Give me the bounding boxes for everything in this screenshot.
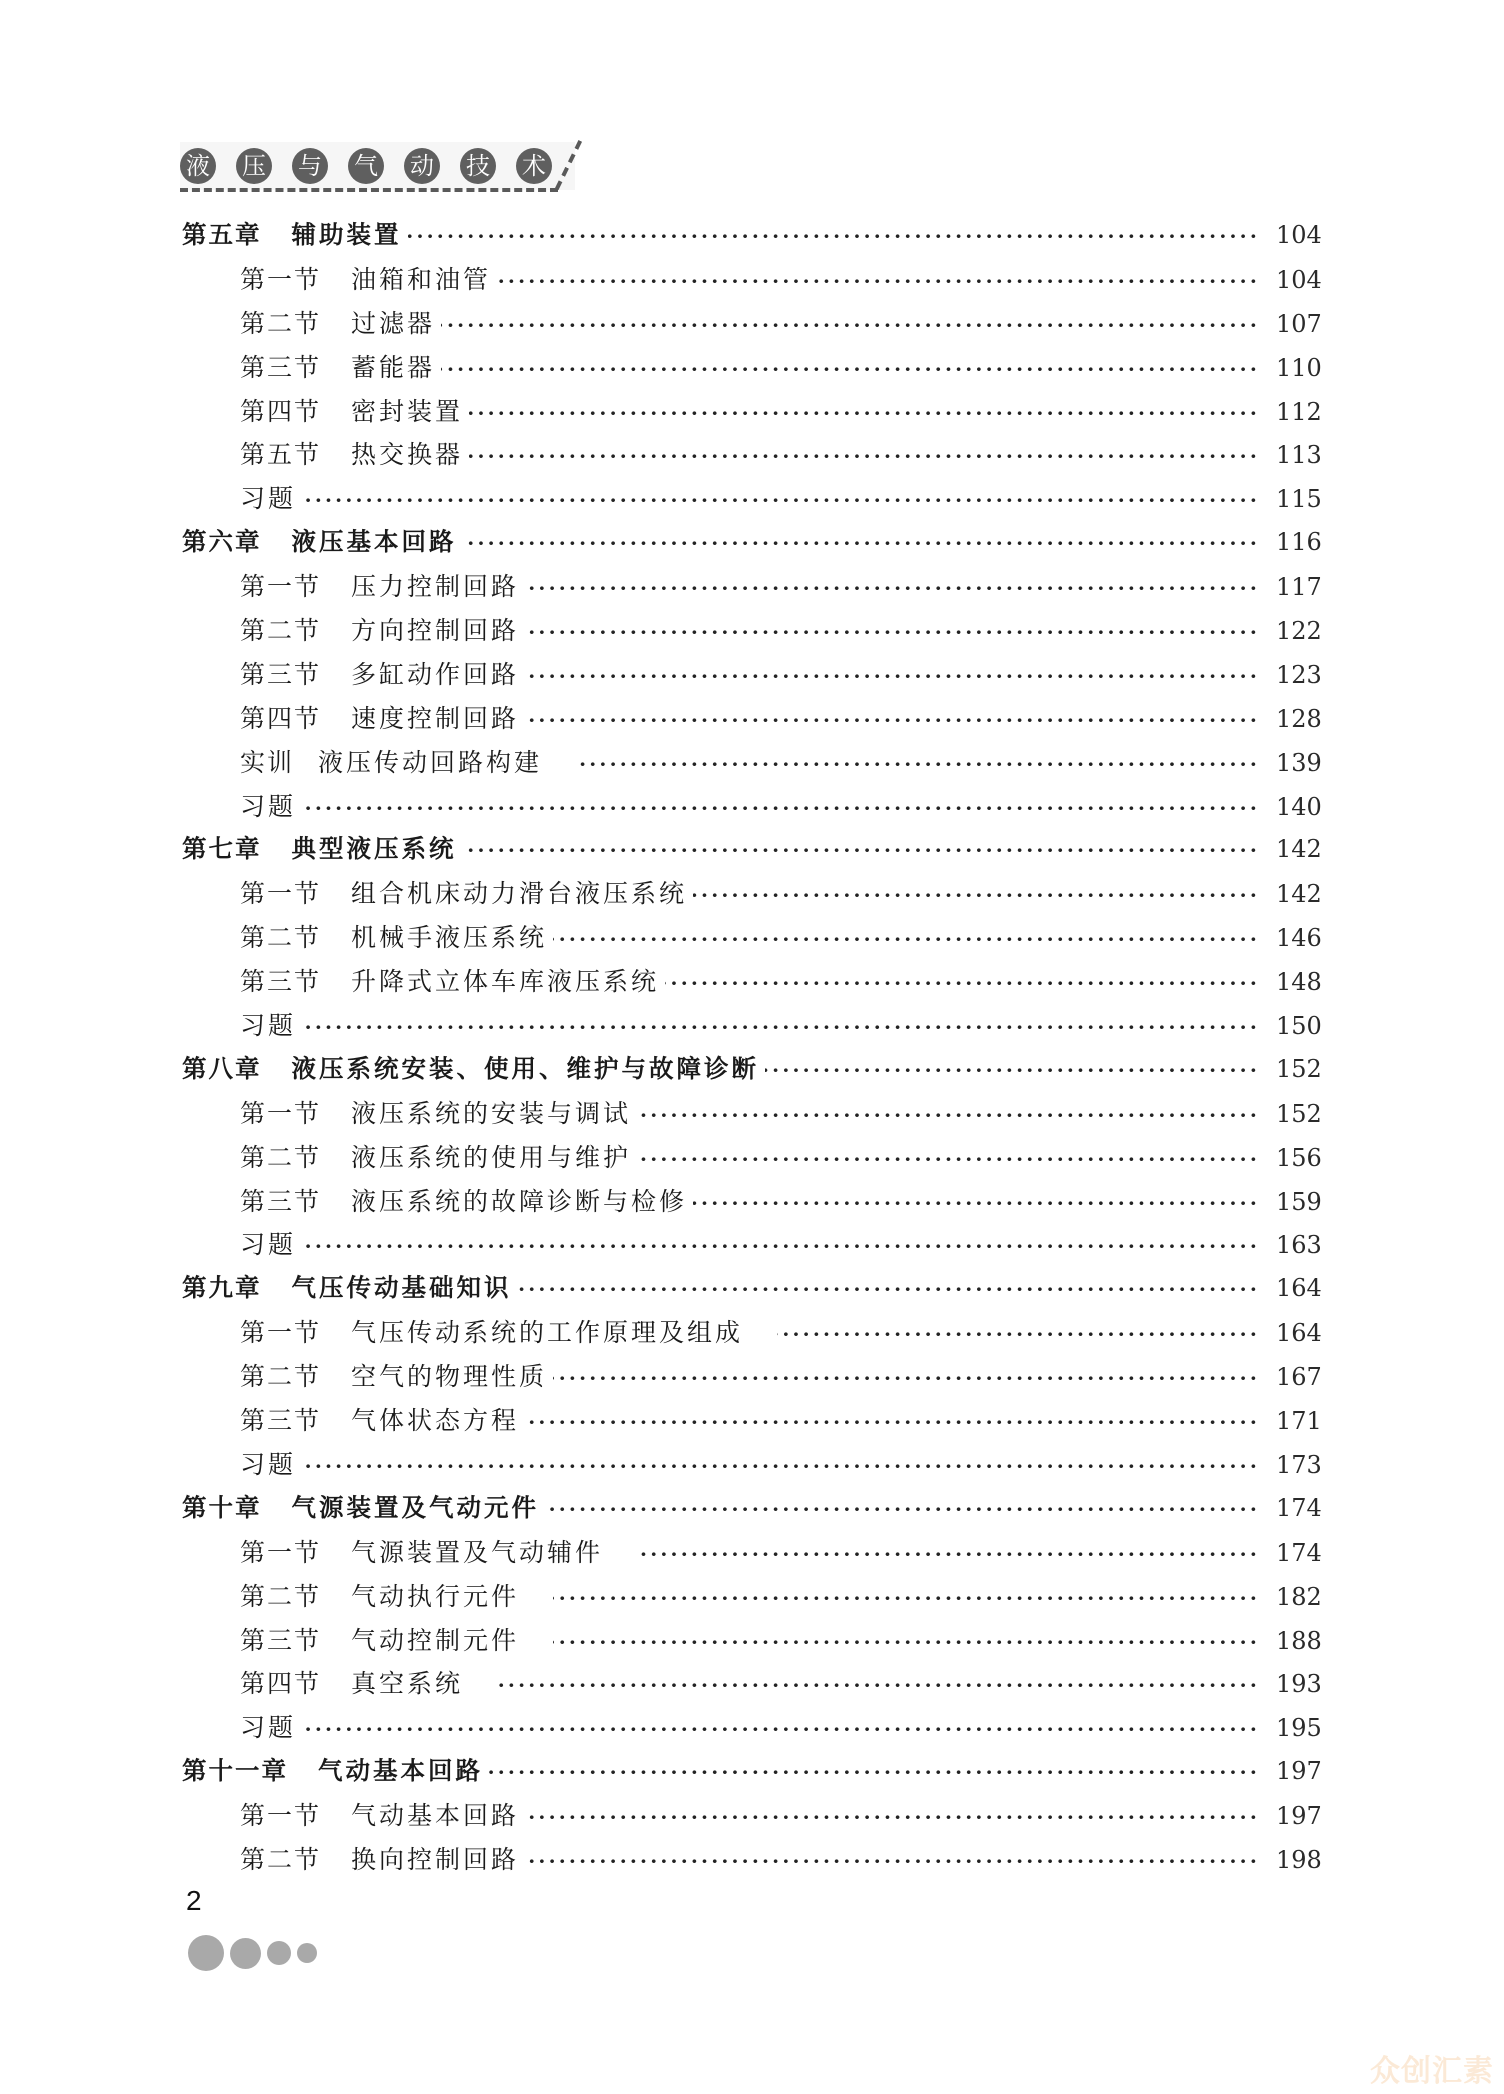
toc-entry-page: 163 — [1276, 1231, 1322, 1260]
toc-chapter-entry — [182, 216, 1322, 260]
toc-exercise-entry — [182, 1006, 1322, 1050]
dot-leader — [545, 1497, 1260, 1521]
toc-entry-title: 空气的物理性质 — [351, 1362, 548, 1392]
toc-section-entry — [182, 918, 1322, 962]
footer-decoration-dots — [188, 1935, 323, 1971]
dot-leader — [525, 620, 1260, 644]
toc-exercise-entry — [182, 1708, 1322, 1752]
dot-leader — [553, 1586, 1260, 1610]
toc-entry-number: 第二节 — [240, 1362, 322, 1392]
toc-section-entry — [182, 962, 1322, 1006]
running-header — [180, 138, 600, 198]
toc-entry-title: 液压传动回路构建 — [318, 747, 543, 777]
dot-leader — [463, 531, 1261, 555]
toc-entry-title: 液压系统的安装与调试 — [351, 1098, 632, 1128]
dot-leader — [302, 488, 1260, 512]
toc-section-entry — [182, 1357, 1322, 1401]
toc-section-entry — [182, 1138, 1322, 1182]
toc-entry-page: 146 — [1276, 924, 1322, 953]
toc-entry-title: 液压系统的故障诊断与检修 — [351, 1186, 688, 1216]
title-char-badge: 术 — [516, 148, 552, 184]
toc-entry-page: 182 — [1276, 1582, 1322, 1611]
toc-entry-number: 第四节 — [240, 396, 322, 426]
toc-entry-title: 气动控制元件 — [351, 1625, 520, 1655]
dot-leader — [469, 444, 1260, 468]
toc-entry-title: 辅助装置 — [291, 220, 402, 249]
toc-entry-number: 第二节 — [240, 1844, 322, 1874]
dot-leader — [525, 664, 1260, 688]
toc-entry-title: 习题 — [240, 1230, 297, 1260]
toc-entry-number: 第五章 — [182, 220, 262, 249]
toc-entry-page: 116 — [1276, 528, 1322, 557]
toc-entry-title: 习题 — [240, 791, 297, 821]
toc-section-entry — [182, 1796, 1322, 1840]
dot-leader — [518, 1277, 1261, 1301]
dot-leader — [576, 752, 1260, 776]
toc-entry-page: 123 — [1276, 660, 1322, 689]
toc-entry-number: 第一节 — [240, 1801, 322, 1831]
toc-entry-page: 198 — [1276, 1845, 1322, 1874]
toc-entry-number: 第三节 — [240, 1186, 322, 1216]
toc-entry-number: 实训 — [240, 747, 295, 777]
toc-entry-title: 习题 — [240, 1713, 297, 1743]
dot-leader — [637, 1103, 1260, 1127]
toc-entry-number: 第三节 — [240, 659, 322, 689]
toc-entry-page: 171 — [1276, 1407, 1322, 1436]
toc-entry-title: 密封装置 — [351, 396, 464, 426]
toc-entry-title: 多缸动作回路 — [351, 659, 520, 689]
dot-leader — [489, 1760, 1260, 1784]
title-char-badge: 动 — [404, 148, 440, 184]
toc-section-entry — [182, 1577, 1322, 1621]
toc-entry-title: 升降式立体车库液压系统 — [351, 967, 660, 997]
toc-chapter-entry — [182, 523, 1322, 567]
dot-leader — [463, 838, 1261, 862]
dot-leader — [637, 1147, 1260, 1171]
toc-section-entry — [182, 1182, 1322, 1226]
toc-entry-number: 第四节 — [240, 1669, 322, 1699]
dot-leader — [497, 1673, 1260, 1697]
toc-entry-page: 148 — [1276, 968, 1322, 997]
toc-entry-number: 第五节 — [240, 440, 322, 470]
toc-section-entry — [182, 611, 1322, 655]
toc-entry-page: 173 — [1276, 1450, 1322, 1479]
toc-entry-page: 140 — [1276, 792, 1322, 821]
toc-section-entry — [182, 743, 1322, 787]
toc-section-entry — [182, 655, 1322, 699]
title-char-badge: 技 — [460, 148, 496, 184]
toc-entry-title: 机械手液压系统 — [351, 923, 548, 953]
toc-entry-number: 第一节 — [240, 1098, 322, 1128]
toc-entry-title: 液压系统的使用与维护 — [351, 1142, 632, 1172]
dot-leader — [497, 269, 1260, 293]
toc-entry-page: 174 — [1276, 1493, 1322, 1522]
toc-entry-number: 第二节 — [240, 1581, 322, 1611]
dot-leader — [525, 1805, 1260, 1829]
toc-entry-title: 热交换器 — [351, 440, 464, 470]
toc-entry-title: 典型液压系统 — [291, 834, 457, 864]
dot-leader — [525, 1849, 1260, 1873]
toc-entry-number: 第一节 — [240, 1318, 322, 1348]
toc-section-entry — [182, 304, 1322, 348]
dot-leader — [693, 1191, 1260, 1215]
toc-entry-page: 164 — [1276, 1319, 1322, 1348]
toc-entry-number: 第八章 — [182, 1053, 262, 1083]
toc-entry-title: 速度控制回路 — [351, 703, 520, 733]
toc-entry-number: 第十一章 — [182, 1756, 288, 1786]
toc-chapter-entry — [182, 1489, 1322, 1533]
toc-entry-page: 193 — [1276, 1670, 1322, 1699]
toc-section-entry — [182, 1094, 1322, 1138]
toc-entry-number: 第二节 — [240, 1142, 322, 1172]
toc-entry-number: 第三节 — [240, 352, 322, 382]
toc-entry-page: 188 — [1276, 1626, 1322, 1655]
toc-entry-title: 气源装置及气动辅件 — [351, 1537, 604, 1567]
toc-section-entry — [182, 435, 1322, 479]
page-number: 2 — [186, 1885, 202, 1916]
toc-entry-title: 气动执行元件 — [351, 1581, 520, 1611]
toc-entry-page: 152 — [1276, 1099, 1322, 1128]
toc-section-entry — [182, 1533, 1322, 1577]
toc-entry-title: 习题 — [240, 484, 297, 514]
dot-leader — [525, 576, 1260, 600]
toc-entry-title: 换向控制回路 — [351, 1844, 520, 1874]
toc-entry-title: 气动基本回路 — [318, 1756, 483, 1786]
toc-entry-title: 气压传动系统的工作原理及组成 — [351, 1318, 744, 1348]
toc-section-entry — [182, 1664, 1322, 1708]
toc-entry-title: 液压系统安装、使用、维护与故障诊断 — [291, 1053, 759, 1083]
toc-entry-number: 第一节 — [240, 879, 322, 909]
toc-entry-page: 122 — [1276, 617, 1322, 646]
toc-entry-title: 方向控制回路 — [351, 616, 520, 646]
decor-dot — [188, 1935, 224, 1971]
toc-entry-page: 159 — [1276, 1187, 1322, 1216]
toc-entry-title: 过滤器 — [351, 308, 436, 338]
toc-section-entry — [182, 567, 1322, 611]
dot-leader — [302, 796, 1260, 820]
header-dashed-rule — [180, 188, 558, 192]
toc-entry-page: 112 — [1276, 397, 1322, 426]
toc-entry-page: 104 — [1276, 221, 1322, 249]
book-title-badges — [180, 148, 552, 184]
dot-leader — [441, 357, 1260, 381]
toc-entry-number: 第九章 — [182, 1273, 262, 1303]
toc-entry-page: 156 — [1276, 1143, 1322, 1172]
toc-entry-page: 113 — [1276, 441, 1322, 470]
toc-entry-page: 110 — [1276, 353, 1322, 382]
toc-entry-page: 152 — [1276, 1054, 1322, 1083]
toc-entry-page: 107 — [1276, 309, 1322, 338]
dot-leader — [693, 883, 1260, 907]
dot-leader — [302, 1234, 1260, 1258]
title-char-badge: 与 — [292, 148, 328, 184]
toc-entry-page: 117 — [1276, 573, 1322, 602]
toc-entry-number: 第六章 — [182, 527, 262, 557]
toc-entry-title: 油箱和油管 — [351, 264, 492, 294]
dot-leader — [637, 1542, 1260, 1566]
toc-entry-page: 115 — [1276, 485, 1322, 514]
toc-entry-title: 组合机床动力滑台液压系统 — [351, 879, 688, 909]
toc-section-entry — [182, 1621, 1322, 1665]
toc-chapter-entry — [182, 1752, 1322, 1796]
toc-entry-number: 第二节 — [240, 308, 322, 338]
toc-entry-number: 第三节 — [240, 967, 322, 997]
toc-section-entry — [182, 1401, 1322, 1445]
dot-leader — [553, 1366, 1260, 1390]
toc-entry-page: 104 — [1276, 265, 1322, 294]
toc-entry-number: 第三节 — [240, 1625, 322, 1655]
toc-entry-number: 第十章 — [182, 1492, 262, 1522]
toc-entry-number: 第一节 — [240, 572, 322, 602]
toc-entry-number: 第二节 — [240, 616, 322, 646]
table-of-contents — [182, 216, 1322, 1884]
toc-entry-number: 第三节 — [240, 1406, 322, 1436]
toc-entry-page: 197 — [1276, 1757, 1322, 1786]
toc-entry-page: 167 — [1276, 1363, 1322, 1392]
toc-chapter-entry — [182, 1269, 1322, 1313]
toc-entry-title: 蓄能器 — [351, 352, 436, 382]
title-char-badge: 液 — [180, 148, 216, 184]
dot-leader — [553, 927, 1260, 951]
toc-chapter-entry — [182, 830, 1322, 874]
toc-entry-title: 真空系统 — [351, 1669, 464, 1699]
title-char-badge: 压 — [236, 148, 272, 184]
toc-entry-number: 第四节 — [240, 703, 322, 733]
toc-entry-title: 习题 — [240, 1449, 297, 1479]
toc-entry-number: 第一节 — [240, 1537, 322, 1567]
toc-exercise-entry — [182, 479, 1322, 523]
toc-entry-number: 第二节 — [240, 923, 322, 953]
toc-entry-number: 第一节 — [240, 264, 322, 294]
toc-entry-title: 气压传动基础知识 — [291, 1273, 512, 1303]
toc-entry-title: 习题 — [240, 1011, 297, 1041]
decor-dot — [297, 1943, 317, 1963]
dot-leader — [525, 1410, 1260, 1434]
dot-leader — [302, 1717, 1260, 1741]
toc-entry-page: 164 — [1276, 1274, 1322, 1303]
toc-section-entry — [182, 699, 1322, 743]
toc-entry-title: 液压基本回路 — [291, 527, 457, 557]
dot-leader — [777, 1322, 1260, 1346]
dot-leader — [441, 313, 1260, 337]
toc-entry-page: 139 — [1276, 748, 1322, 777]
toc-entry-page: 195 — [1276, 1714, 1322, 1743]
toc-entry-title: 压力控制回路 — [351, 572, 520, 602]
toc-entry-page: 174 — [1276, 1538, 1322, 1567]
dot-leader — [525, 708, 1260, 732]
toc-entry-page: 197 — [1276, 1802, 1322, 1831]
dot-leader — [302, 1454, 1260, 1478]
decor-dot — [267, 1941, 291, 1965]
dot-leader — [302, 1015, 1260, 1039]
toc-entry-page: 128 — [1276, 704, 1322, 733]
toc-section-entry — [182, 1840, 1322, 1884]
toc-exercise-entry — [182, 1225, 1322, 1269]
toc-exercise-entry — [182, 787, 1322, 831]
toc-entry-title: 气源装置及气动元件 — [291, 1492, 539, 1522]
toc-entry-number: 第七章 — [182, 834, 262, 864]
dot-leader — [469, 401, 1260, 425]
dot-leader — [408, 224, 1261, 248]
dot-leader — [665, 971, 1260, 995]
toc-entry-page: 142 — [1276, 880, 1322, 909]
dot-leader — [553, 1630, 1260, 1654]
toc-section-entry — [182, 874, 1322, 918]
dot-leader — [765, 1058, 1260, 1082]
watermark: 众创汇素 — [1370, 2054, 1494, 2089]
toc-chapter-entry — [182, 1050, 1322, 1094]
toc-section-entry — [182, 1313, 1322, 1357]
toc-entry-page: 142 — [1276, 835, 1322, 864]
decor-dot — [230, 1938, 261, 1969]
title-char-badge: 气 — [348, 148, 384, 184]
toc-entry-title: 气体状态方程 — [351, 1406, 520, 1436]
toc-section-entry — [182, 392, 1322, 436]
toc-entry-title: 气动基本回路 — [351, 1801, 520, 1831]
toc-section-entry — [182, 348, 1322, 392]
toc-section-entry — [182, 260, 1322, 304]
toc-entry-page: 150 — [1276, 1012, 1322, 1041]
toc-exercise-entry — [182, 1445, 1322, 1489]
